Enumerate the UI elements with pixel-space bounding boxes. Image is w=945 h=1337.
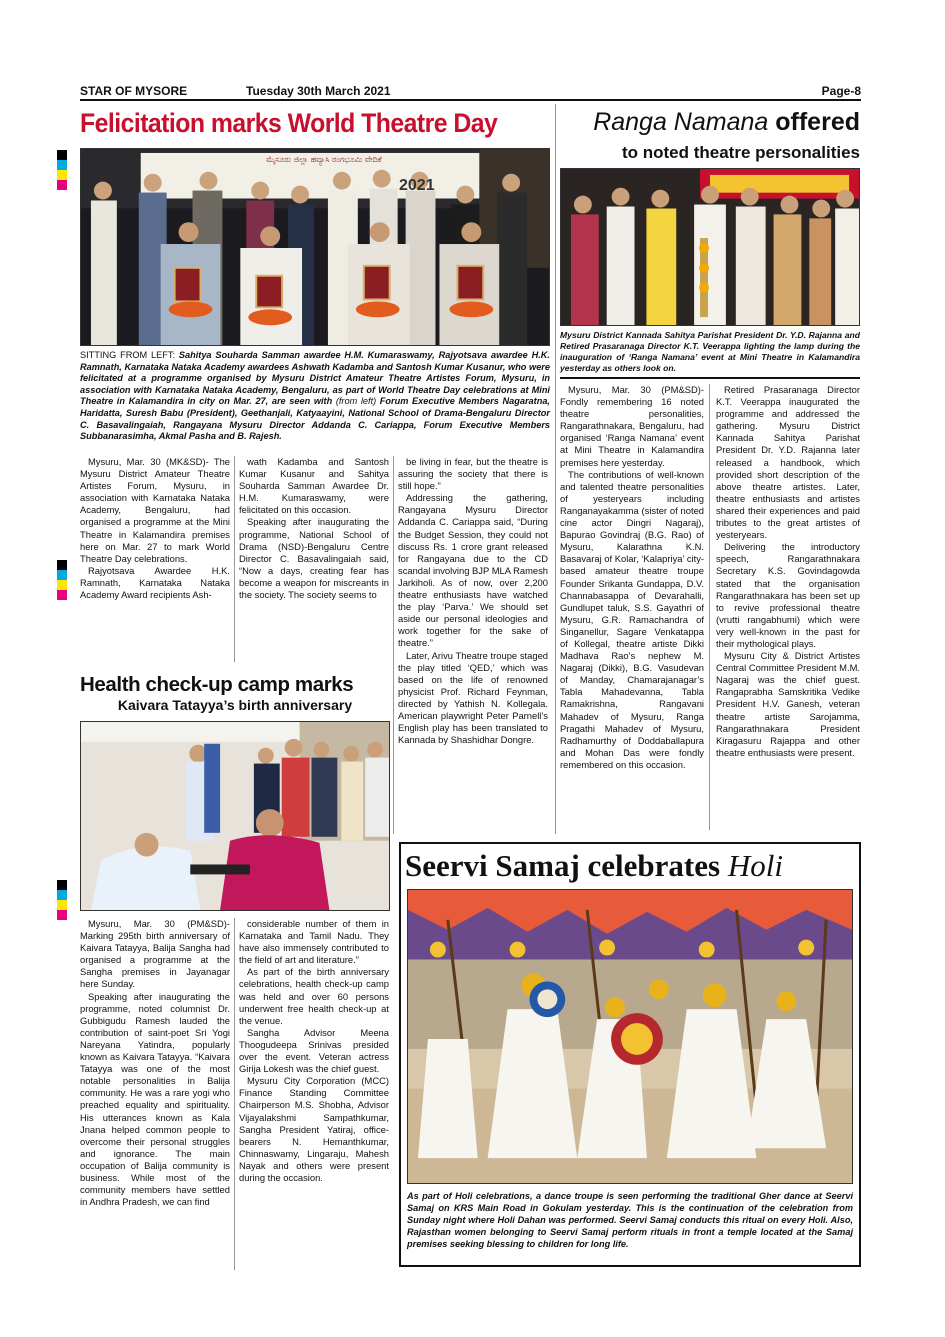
reg-yellow-2 [57,580,67,590]
reg-black-2 [57,560,67,570]
story3-column-1 [80,918,230,1208]
reg-magenta-3 [57,910,67,920]
story2-column-1 [560,384,704,771]
story2-caption-rule [560,377,860,379]
story2-column-2 [716,384,860,759]
story1-caption-part2: Forum Executive Members Nagaratna, Haridatta, Suresh Babu (President), Geethanjali, Katyaayini, National School of Drama-Bengaluru Director C. Basavalingaiah, Rangayana Mysuru Director Addanda C. Cariappa, Forum Executive Members Subbanarasimha, Akmal Pasha and B. Rajesh. [80,396,550,442]
section-divider [555,104,556,834]
story1-col1-para: Rajyotsava Awardee H.K. Ramnath, Karnataka Nataka Academy Award recipients Ash- [80,564,230,601]
story1-col1-para: Mysuru, Mar. 30 (MK&SD)- The Mysuru District Amateur Theatre Artistes Forum, Mysuru, in association with Karnataka Nataka Academy, Bengaluru, had organised a programme at the Mini Theatre in Kalamandira premises here on Mar. 27 to mark World Theatre Day celebrations. [80,456,230,564]
story3-headline: Health check-up camp marks [80,673,354,696]
story2-headline [560,108,860,137]
story3-column-2 [239,918,389,1184]
story3-subhead: Kaivara Tatayya’s birth anniversary [117,697,353,713]
reg-magenta-1 [57,180,67,190]
reg-cyan-1 [57,160,67,170]
story2-col2-para: Retired Prasaranaga Director K.T. Veerappa inaugurated the programme and addressed the gathering. Mysuru District Kannada Sahitya Parishat President Dr. Y.D. Rajanna later released a handbook, which provided short description of the above theatre artistes. Later, theatre enthusiasts and artistes shared their experiences and paid tributes to the great artistes of yesteryears. [716,384,860,541]
story1-caption-part1: Sahitya Souharda Samman awardee H.M. Kumaraswamy, Rajyotsava awardee H.K. Ramnath, Karnataka Nataka Academy awardees Ashwath Kadamba and Santosh Kumar Kusanur, who were felicitated at a programme organised by Mysuru District Amateur Theatre Artistes Forum, Mysuru, in association with Karnataka Nataka Academy, Bengaluru, as part of World Theatre Day celebrations at Mini Theatre in Kalamandira in city on Mar. 27, are seen with [80,350,550,407]
story2-col1-para: Mysuru, Mar. 30 (PM&SD)- Fondly remembering 16 noted theatre personalities, Rangarathnakara, Bengaluru, had organised ‘Ranga Namana’ event at Mini Theatre in Kalamandira premises here yesterday. [560,384,704,468]
story1-caption [80,350,550,443]
story2-col2-para: Delivering the introductory speech, Rangarathnakara Secretary K.S. Govindagowda stated that the organisation Rangarathnakara has been set up to revive professional theatre (vrutti rangabhumi) which were very well-known in the past for their mythological plays. [716,541,860,649]
story2-subhead: to noted theatre personalities [621,143,860,162]
story1-col2-para: wath Kadamba and Santosh Kumar Kusanur and Sahitya Souharda Samman Awardee Dr. H.M. Kumaraswamy, were felicitated on this occasion. [239,456,389,516]
story3-col2-para: considerable number of them in Karnataka and Tamil Nadu. They have also immensely contributed to the field of art and literature.” [239,918,389,966]
story1-col3-para: be living in fear, but the theatre is assuring the society that there is still hope.” [398,456,548,492]
story3-col2-para: Sangha Advisor Meena Thoogudeepa Srinivas presided over the event. Veteran actress Girija Lokesh was the chief guest. [239,1026,389,1075]
story1-headline: Felicitation marks World Theatre Day [80,108,498,138]
header-rule [80,99,861,101]
story1-column-1 [80,456,230,601]
reg-cyan-3 [57,890,67,900]
story3-col2-para: Mysuru City Corporation (MCC) Finance Standing Committee Chairperson M.S. Shobha, Advisor Vijayalakshmi Sampathkumar, Sangha President Yatiraj, office-bearers N. Hemanthkumar, Chinnaswamy, Lingaraju, Mahesh Nayak and others were present during the occasion. [239,1075,389,1183]
reg-black-3 [57,880,67,890]
story2-headline-italic: Ranga Namana [593,108,769,136]
story1-col2-para: Speaking after inaugurating the programme, National School of Drama (NSD)-Bengaluru Centre Director C. Basavalingaiah said, “Now a days, creating fear has become a weapon for miscreants in the society. The society seems to [239,516,389,601]
story1-photo-banner: ಮೈಸೂರು ಜಿಲ್ಲಾ ಹವ್ಯಾಸಿ ರಂಗಭೂಮಿ ವೇದಿಕೆ [266,155,382,164]
column-divider [709,384,710,830]
reg-magenta-2 [57,590,67,600]
story4-photo [407,889,853,1184]
reg-cyan-2 [57,570,67,580]
story2-caption: Mysuru District Kannada Sahitya Parishat President Dr. Y.D. Rajanna and Retired Prasaranaga Director K.T. Veerappa lighting the lamp during the inauguration of ‘Ranga Namana’ event at Mini Theatre in Kalamandira yesterday as others look on. [560,330,860,373]
story2-col2-para: Mysuru City & District Artistes Central Committee President M.M. Nagaraj was the chief guest. Rangaprabha Samskritika Vedike President H.V. Ganesh, veteran theatre artiste Sarojamma, Rangarathnakara President Kiragasuru Rajappa and other theatre enthusiasts were present. [716,650,860,758]
story2-col1-para: The contributions of well-known and talented theatre personalities of yesteryears including Ranganayakamma (sister of noted cine actor Dingri Nagaraj), Bapurao Govindraj (B.G. Rao) of Mysuru, Kalarathna K.N. Basavaraj of Kolar, ‘Kalapriya’ city-based amateur theatre troupe Founder Srikanta Gundappa, D.V. Channabasappa of Devarahalli, Gundlupet taluk, S.S. Gayathri of Mysuru, G.R. Ramachandra of Singanellur, Sagare Venkatappa of Kollegal, theatre artiste Dikki Madhava Rao’s nephew M. Nagaraj (Dikki), B.G. Vasudevan of Manday, Chamarajanagar’s Tabla Mahadevanna, Tabla Ramakrishna, Rangavani Mahadev of Mysuru, Ranga Pragathi Mahadev of Mysuru, Radhamurthy of Doddaballapura and Mohan Das were fondly remembered on this occasion. [560,468,704,770]
story3-col1-para: Mysuru, Mar. 30 (PM&SD)- Marking 295th birth anniversary of Kaivara Tatayya, Balija Sangha had organised a programme at the Sangha premises in Jayanagar here Sunday. [80,918,230,990]
story3-col2-para: As part of the birth anniversary celebrations, health check-up camp was held and over 60 persons underwent free health check-up at the venue. [239,966,389,1026]
story1-photo-year: 2021 [399,177,435,194]
reg-yellow-3 [57,900,67,910]
story3-photo [80,721,390,911]
column-divider [393,456,394,834]
column-divider [234,456,235,662]
reg-yellow-1 [57,170,67,180]
story2-photo [560,168,860,326]
story3-col1-para: Speaking after inaugurating the programme, noted columnist Dr. Gubbigudu Ramesh lauded the contribution of saint-poet Sri Yogi Nareyana Yatindra, popularly known as Kaivara Tatayya. “Kaivara Tatayya was one of the most notable personalities in Balija community. He was a rare yogi who preached equality and spirituality. His utterances known as Kala Jnana helped common people to overcome their personal struggles and ignorance. The main occupation of Balija community is business. While most of the community members have settled in Andhra Pradesh, we can find [80,990,230,1208]
story1-column-3 [398,456,548,746]
story1-col3-para: Addressing the gathering, Rangayana Mysuru Director Addanda C. Cariappa said, “During the Budget Session, they could not discuss Rs. 1 crore grant released for Rangayana due to the CD scandal involving BJP MLA Ramesh Jarkiholi. As of now, over 2,200 theatre enthusiasts have watched the play ‘Parva.’ We should set aside our personal ideologies and work together for the sake of theatre.” [398,492,548,649]
page-number: Page-8 [821,84,861,98]
story1-column-2 [239,456,389,601]
story4-headline-italic: Holi [727,848,783,883]
story1-photo [80,148,550,346]
reg-black-1 [57,150,67,160]
paper-name: STAR OF MYSORE [80,84,188,98]
story2-headline-rest: offered [768,108,860,136]
story4-caption: As part of Holi celebrations, a dance troupe is seen performing the traditional Gher dance at Seervi Samaj on KRS Main Road in Gokulam yesterday. This is the continuation of the celebration from Sunday night where Holi Dahan was performed. Seervi Samaj conducts this ritual on every Holi. Also, Rajasthan women belonging to Seervi Samaj perform rituals in front a temple located at the Samaj premises seeking blessing to children for long life. [407,1191,853,1249]
column-divider [234,918,235,1270]
story1-col3-para: Later, Arivu Theatre troupe staged the play titled ‘QED,’ which was based on the life of renowned physicist Prof. Richard Feynman, directed by Yathish N. Kollegala. American playwright Peter Parnell’s English play has been translated to Kannada by Shashidhar Dongre. [398,649,548,746]
story4-headline [405,848,857,884]
story1-caption-lead: SITTING FROM LEFT: [80,350,179,360]
issue-date: Tuesday 30th March 2021 [246,84,391,98]
story1-caption-mid: (from left) [335,396,377,407]
story4-headline-main: Seervi Samaj celebrates [405,848,728,883]
